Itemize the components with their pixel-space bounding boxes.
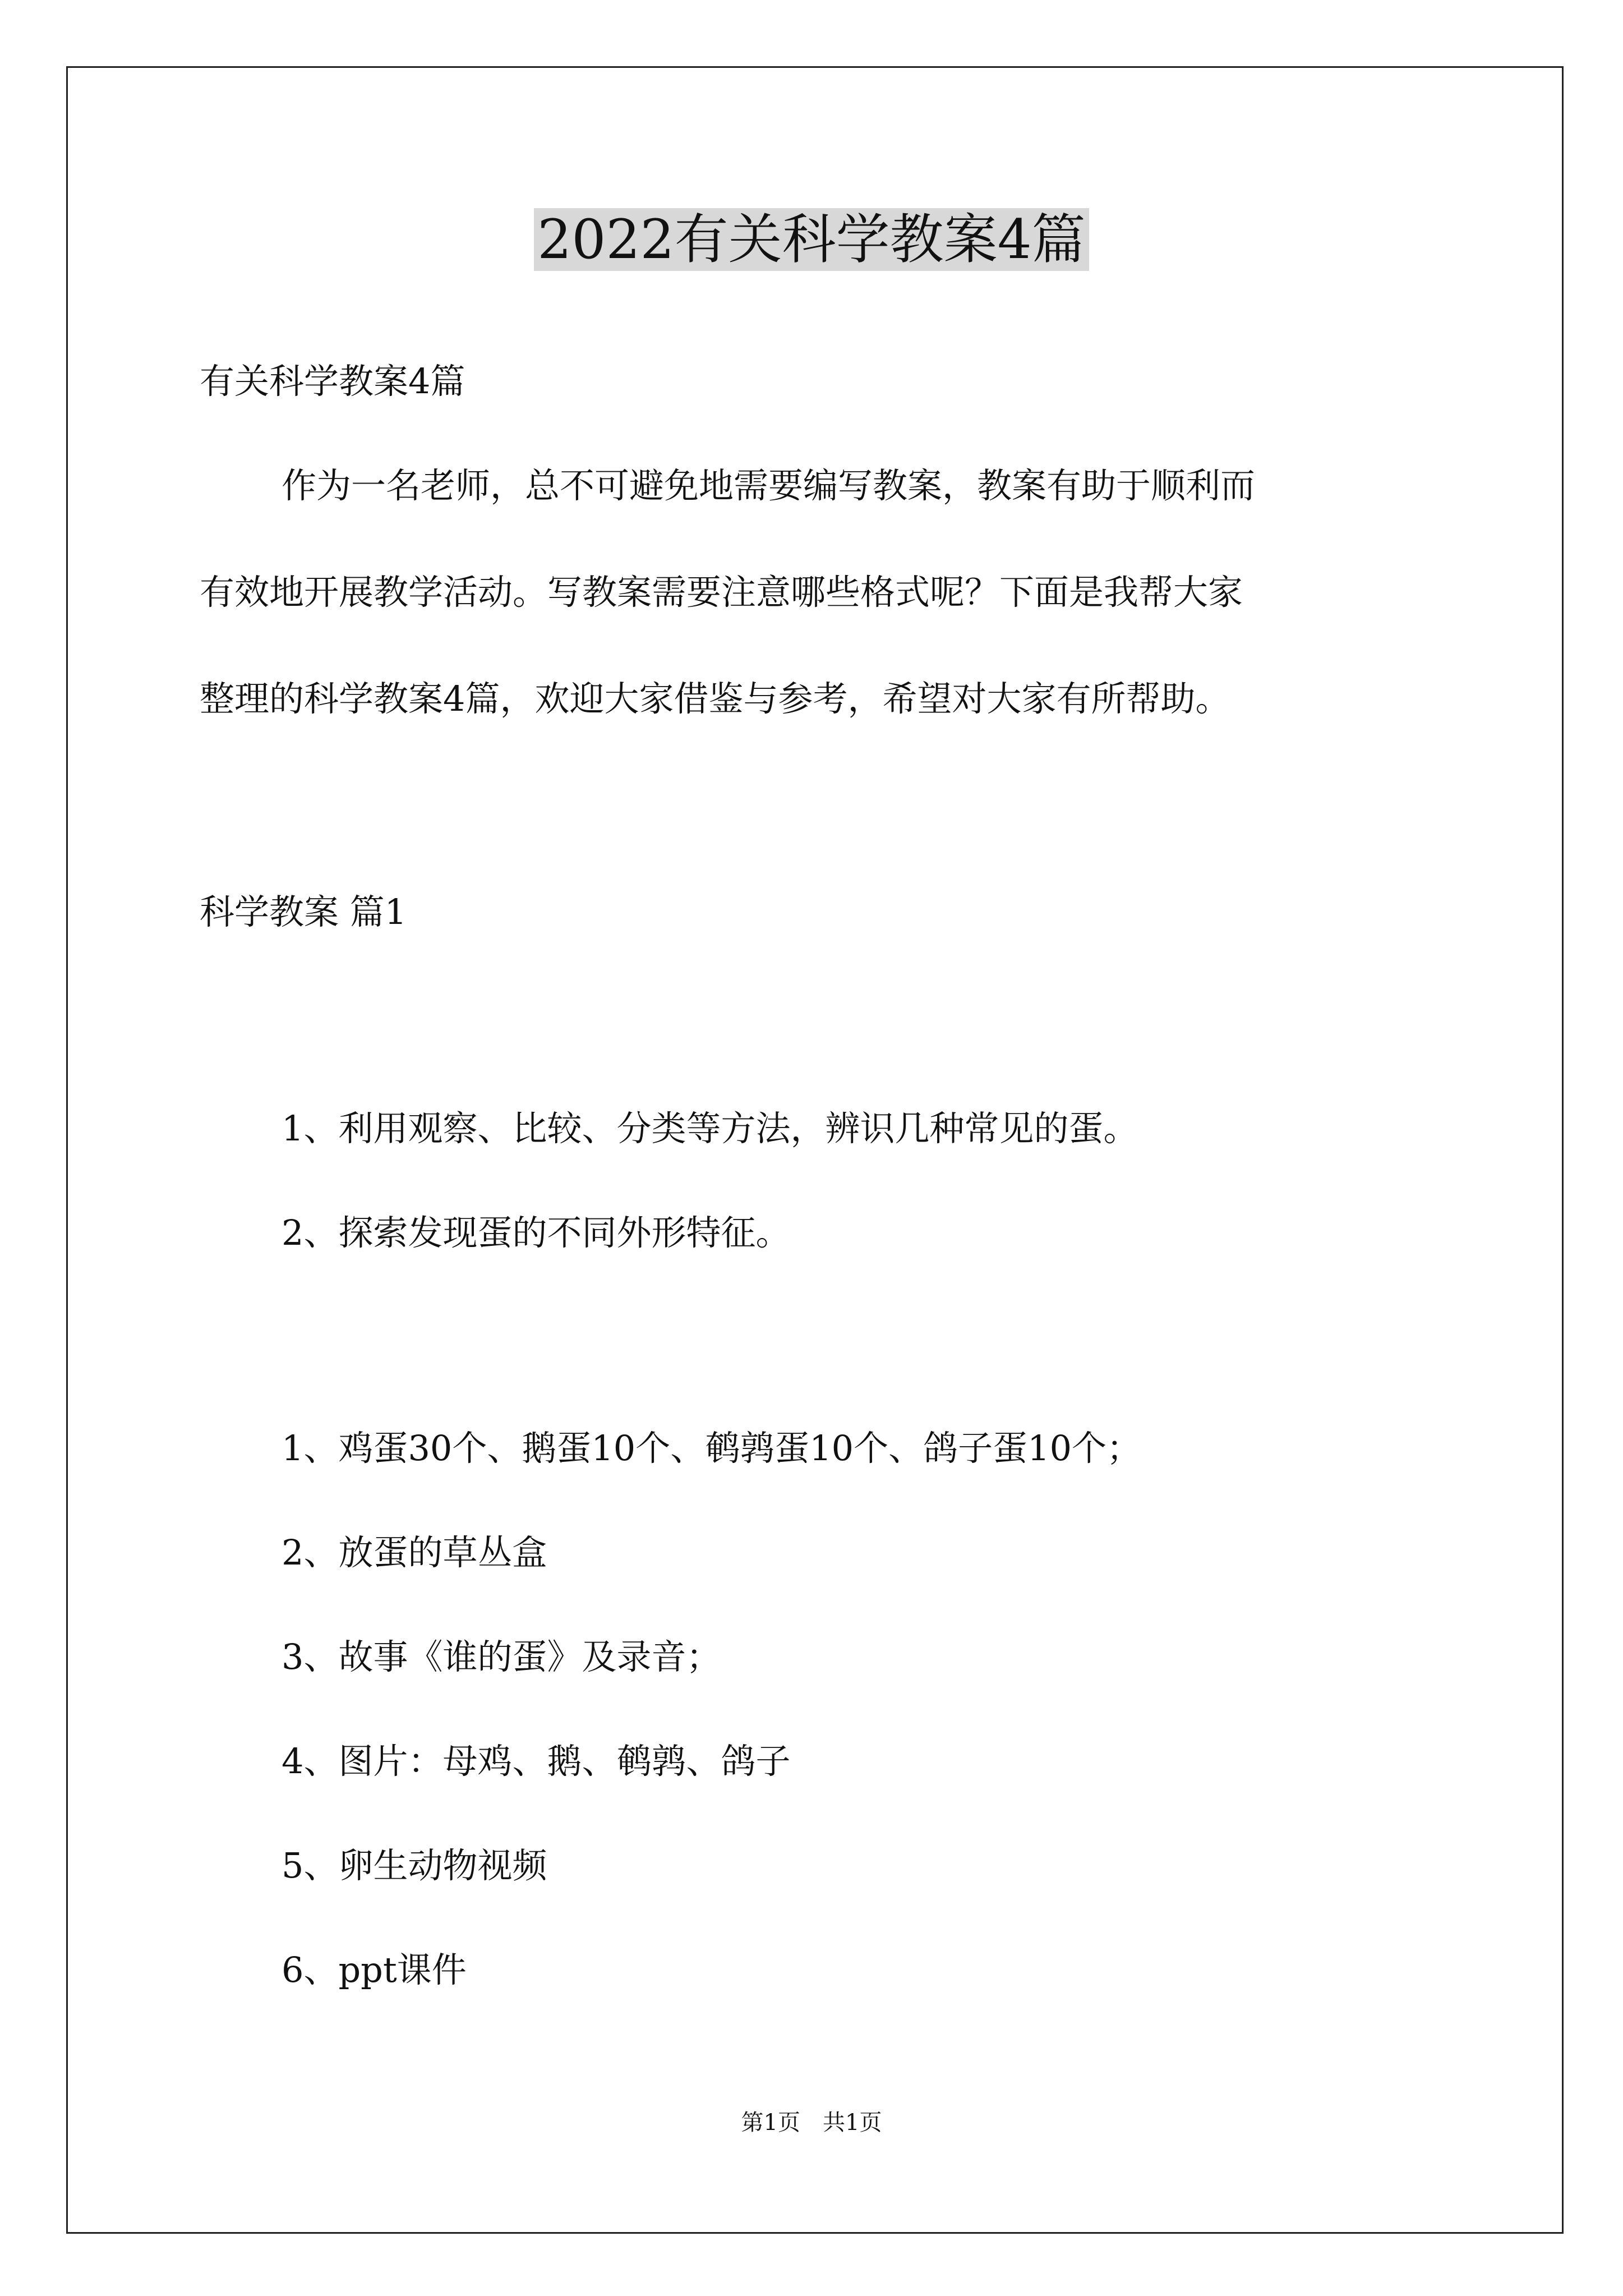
goal-item-1: 1、利用观察、比较、分类等方法，辨识几种常见的蛋。: [282, 1108, 1138, 1149]
document-subtitle: 有关科学教案4篇: [200, 361, 465, 402]
material-item-5: 5、卵生动物视频: [282, 1845, 547, 1886]
page-footer: 第1页 共1页: [741, 2110, 882, 2136]
document-title: [0, 203, 1623, 276]
intro-line-3: 整理的科学教案4篇，欢迎大家借鉴与参考，希望对大家有所帮助。: [200, 678, 1230, 719]
material-item-2: 2、放蛋的草丛盒: [282, 1532, 547, 1573]
material-item-1: 1、鸡蛋30个、鹅蛋10个、鹌鹑蛋10个、鸽子蛋10个；: [282, 1428, 1142, 1469]
intro-line-1: 作为一名老师，总不可避免地需要编写教案，教案有助于顺利而: [282, 465, 1256, 506]
document-title-text: 2022有关科学教案4篇: [534, 208, 1089, 271]
material-item-4: 4、图片：母鸡、鹅、鹌鹑、鸽子: [282, 1741, 791, 1782]
intro-line-2: 有效地开展教学活动。写教案需要注意哪些格式呢？下面是我帮大家: [200, 572, 1243, 613]
section-heading: 科学教案 篇1: [200, 891, 407, 932]
material-item-6: 6、ppt课件: [282, 1949, 467, 1990]
material-item-3: 3、故事《谁的蛋》及录音；: [282, 1636, 721, 1677]
goal-item-2: 2、探索发现蛋的不同外形特征。: [282, 1212, 791, 1253]
